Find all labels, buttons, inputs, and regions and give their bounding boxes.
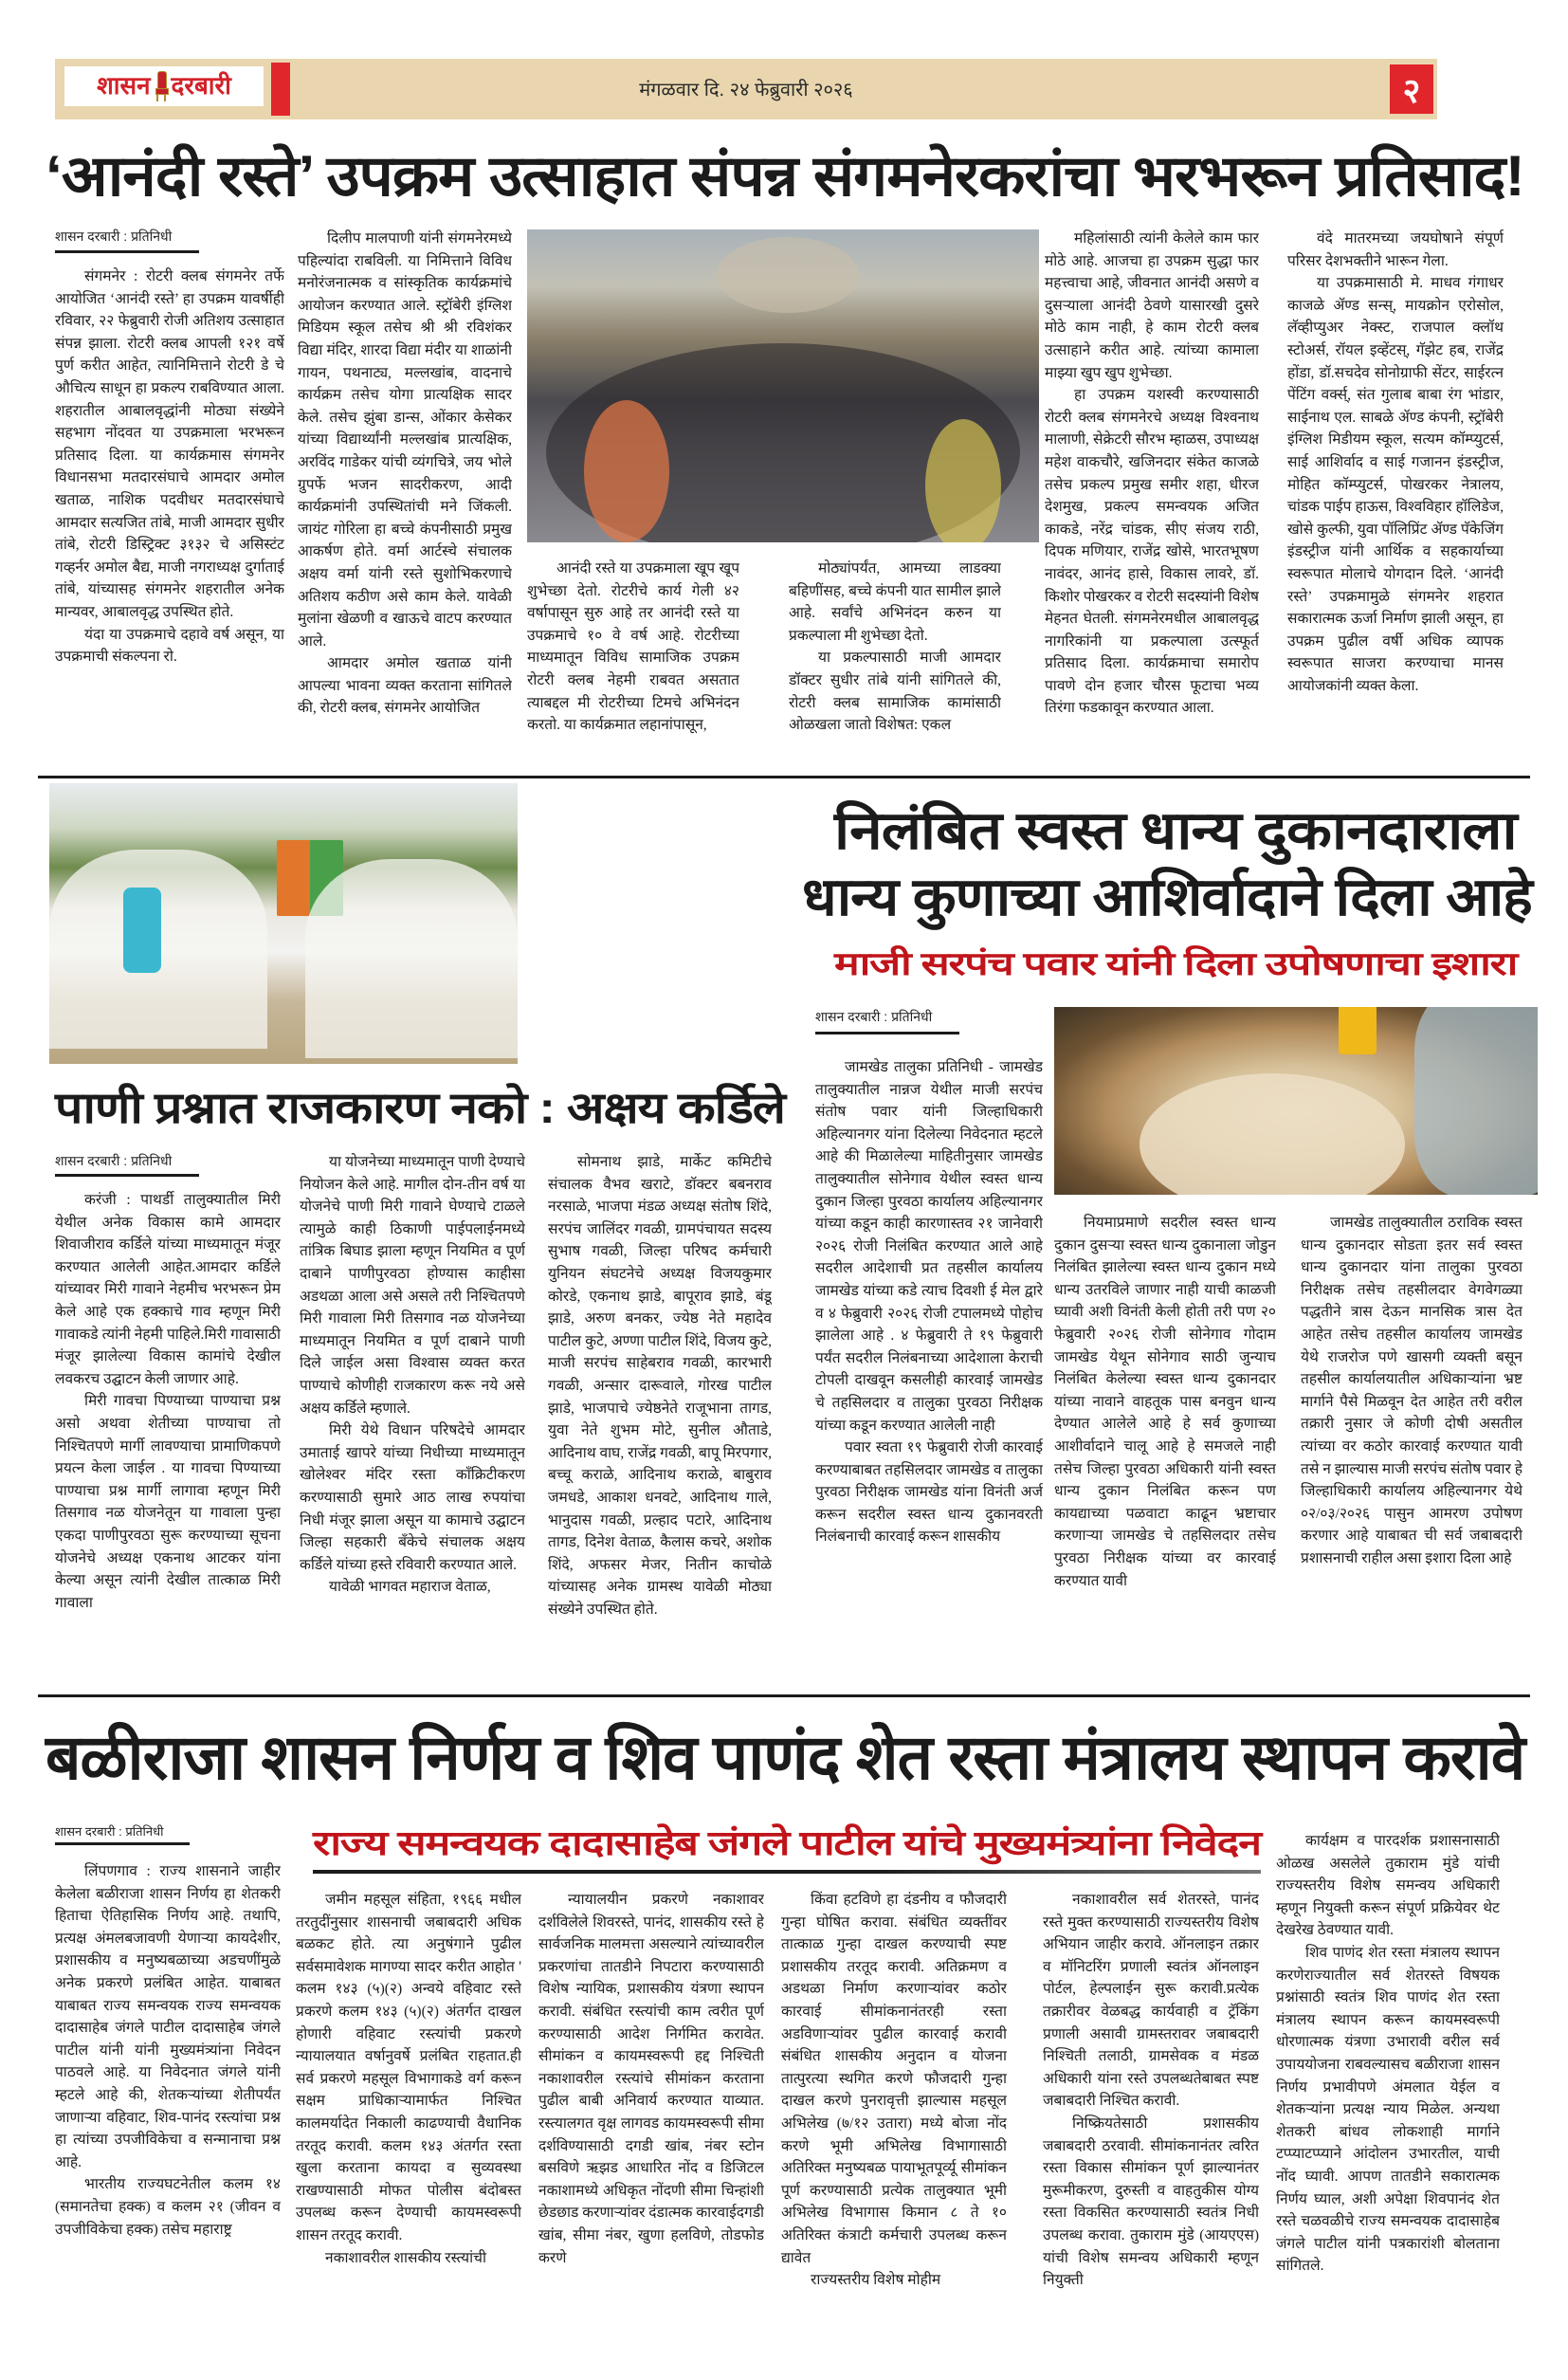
section-divider [38, 1694, 1530, 1697]
paragraph: राज्यस्तरीय विशेष मोहीम [811, 2272, 941, 2289]
article4-column-4 [781, 1889, 1007, 2325]
paragraph: करंजी : पाथर्डी तालुक्यातील मिरी येथील अनेक विकास कामे आमदार शिवाजीराव कर्डिले यांच्या माध्यमातून मंजूर करण्यात आलेली आहेत.आमदार कर्डिले यांच्यावर मिरी गावाने नेहमीच भरभरून प्रेम केले आहे एक हक्काचे गाव म्हणून मिरी गावाकडे त्यांनी नेहमी पाहिले.मिरी गावासाठी मंजूर झालेल्या विकास कामांचे देखील लवकरच उद्घाटन केली जाणार आहे. [55, 1192, 281, 1387]
article4-column-3 [538, 1889, 764, 2325]
article3-grain-photo [1054, 1007, 1538, 1195]
paragraph: या योजनेच्या माध्यमातून पाणी देण्याचे नियोजन केले आहे. मागील दोन-तीन वर्ष या योजनेचे पाणी मिरी गावाने घेण्याचे टाळले त्यामुळे काही ठिकाणी पाईपलाईनमध्ये तांत्रिक बिघाड झाला म्हणून नियमित व पूर्ण दाबाने पाणीपुरवठा होण्यास काहीसा अडथळा आला असे असले तरी निश्चितपणे मिरी गावाला मिरी तिसगाव नळ योजनेच्या माध्यमातून नियमित व पूर्ण दाबाने पाणी दिले जाईल असा विश्वास व्यक्त करत पाण्याचे कोणीही राजकारण करू नये असे अक्षय कर्डिले म्हणाले. [300, 1154, 525, 1417]
article2-column-3 [548, 1151, 772, 1687]
paragraph: शिव पाणंद शेत रस्ता मंत्रालय स्थापन करणेराज्यातील सर्व शेतरस्ते विषयक प्रश्नांसाठी स्वतंत्र शिव पाणंद शेत रस्ता मंत्रालय स्थापन करून कायमस्वरूपी धोरणात्मक यंत्रणा उभारावी वरील सर्व उपाययोजना राबवल्यासच बळीराजा शासन निर्णय प्रभावीपणे अंमलात येईल व शेतकऱ्यांना प्रत्यक्ष न्याय मिळेल. अन्यथा शेतकरी बांधव लोकशाही मार्गाने टप्प्याटप्प्याने आंदोलन उभारतील, याची नोंद घ्यावी. आपण तातडीने सकारात्मक निर्णय घ्याल, अशी अपेक्षा शिवपानंद शेत रस्ते चळवळीचे राज्य समन्वयक दादासाहेब जंगले पाटील यांनी पत्रकारांशी बोलताना सांगितले. [1276, 1944, 1500, 2275]
article1-byline: शासन दरबारी : प्रतिनिधी [55, 229, 173, 244]
paragraph: आमदार अमोल खताळ यांनी आपल्या भावना व्यक्त करताना सांगितले की, रोटरी क्लब, संगमनेर आयोजित [298, 655, 512, 717]
paragraph: नकाशावरील शासकीय रस्त्यांची [325, 2249, 486, 2266]
article1-column-2 [298, 228, 512, 768]
article1-crowd-photo [527, 229, 1039, 542]
paragraph: जामखेड तालुक्यातील ठराविक स्वस्त धान्य दुकानदार सोडता इतर सर्व स्वस्त धान्य दुकानदार यांना तालुका पुरवठा निरीक्षक तसेच तहसीलदार वेगवेगळ्या पद्धतीने त्रास देऊन मानसिक त्रास देत आहेत तसेच तहसील कार्यालय जामखेड येथे राजरोज पणे खासगी व्यक्ती बसून तहसील कार्यालयातील अधिकाऱ्यांना भ्रष्ट मार्गाने पैसे मिळवून देत आहेत तरी वरील तक्रारी नुसार जे कोणी दोषी असतील त्यांच्या वर कठोर कारवाई करण्यात यावी तसे न झाल्यास माजी सरपंच संतोष पवार हे जिल्हाधिकारी कार्यालय अहिल्यानगर येथे ०२/०३/२०२६ पासुन आमरण उपोषण करणार आहे याबाबत ची सर्व जबाबदारी प्रशासनाची राहील असा इशारा दिला आहे [1301, 1215, 1522, 1566]
page-number: २ [1390, 64, 1433, 114]
paragraph: जामखेड तालुका प्रतिनिधी - जामखेड तालुक्यातील नान्नज येथील माजी सरपंच संतोष पवार यांनी जिल्हाधिकारी अहिल्यानगर यांना दिलेल्या निवेदनात म्हटले आहे की मिळालेल्या माहितीनुसार जामखेड तालुक्यातील सोनेगाव येथील स्वस्त धान्य दुकान जिल्हा पुरवठा कार्यालय अहिल्यानगर यांच्या कडून काही कारणास्तव २१ जानेवारी २०२६ रोजी निलंबित करण्यात आले आहे सदरील आदेशाची प्रत तहसील कार्यालय जामखेड यांच्या कडे त्याच दिवशी ई मेल द्वारे व ४ फेब्रुवारी २०२६ रोजी टपालमध्ये पोहोच झालेला आहे . ४ फेब्रुवारी ते १९ फेब्रुवारी पर्यंत सदरील निलंबनाच्या आदेशाला केराची टोपली दाखवून कसलीही कारवाई जामखेड चे तहसिलदार व तालुका पुरवठा निरीक्षक यांच्या कडून करण्यात आलेली नाही [815, 1059, 1043, 1434]
subheadline-rule [313, 1870, 1261, 1874]
article1-column-5 [1045, 228, 1259, 768]
paragraph: यावेळी भागवत महाराज वेताळ, [329, 1579, 491, 1596]
article3-subheadline: माजी सरपंच पवार यांनी दिला उपोषणाचा इशारा [834, 946, 1518, 982]
article2-column-2 [300, 1151, 525, 1687]
issue-date: मंगळवार दि. २४ फेब्रुवारी २०२६ [639, 80, 853, 101]
paragraph: हा उपक्रम यशस्वी करण्यासाठी रोटरी क्लब संगमनेरचे अध्यक्ष विश्वनाथ मालाणी, सेक्रेटरी सौरभ म्हाळस, उपाध्यक्ष महेश वाकचौरे, खजिनदार संकेत काजळे तसेच प्रकल्प प्रमुख समीर शहा, धीरज देशमुख, प्रकल्प समन्वयक अजित काकडे, नरेंद्र चांडक, सीए संजय राठी, दिपक मणियार, राजेंद्र खोसे, भारतभूषण नावंदर, आनंद हासे, विकास लावरे, डॉ. किशोर पोखरकर व रोटरी सदस्यांनी विशेष मेहनत घेतली. संगमनेरमधील आबालवृद्ध नागरिकांनी या प्रकल्पाला उत्स्फूर्त प्रतिसाद दिला. कार्यक्रमाचा समारोप पावणे दोन हजार चौरस फूटाचा भव्य तिरंगा फडकावून करण्यात आला. [1045, 387, 1259, 717]
paragraph: या उपक्रमासाठी मे. माधव गंगाधर काजळे ॲण्ड सन्स्, मायक्रोन एरोसोल, लॅव्हीप्युअर नेक्स्ट, राजपाल क्लॉथ स्टोअर्स, रॉयल इव्हेंटस्, गॅझेट हब, राजेंद्र होंडा, डॉ.सचदेव सोनोग्राफी सेंटर, साईरत्न पेंटिंग वर्क्स्, संत गुलाब बाबा रंग भांडार, साईनाथ एल. साबळे ॲण्ड कंपनी, स्ट्रॉबेरी इंग्लिश मिडीयम स्कूल, सत्यम कॉम्प्युटर्स, साई आशिर्वाद व साई गजानन इंडस्ट्रीज, मोहित कॉम्प्युटर्स, पोखरकर नेत्रालय, चांडक पाईप हाऊस, विश्वविहार हॉलिडेज, खोसे कुल्फी, युवा पॉलिप्रिंट ॲण्ड पॅकेजिंग इंडस्ट्रीज यांनी आर्थिक व सहकार्याच्या स्वरूपात मोलाचे योगदान दिले. ‘आनंदी रस्ते’ उपक्रमामुळे संगमनेर शहरात सकारात्मक ऊर्जा निर्माण झाली असून, हा उपक्रम पुढील वर्षी अधिक व्यापक स्वरूपात साजरा करण्याचा मानस आयोजकांनी व्यक्त केला. [1287, 275, 1504, 694]
paragraph: सोमनाथ झाडे, मार्केट कमिटीचे संचालक वैभव खराटे, डॉक्टर बबनराव नरसाळे, भाजपा मंडळ अध्यक्ष संतोष शिंदे, सरपंच जालिंदर गवळी, ग्रामपंचायत सदस्य सुभाष गवळी, जिल्हा परिषद कर्मचारी युनियन संघटनेचे अध्यक्ष विजयकुमार कोरडे, एकनाथ झाडे, बापूराव झाडे, बंडू झाडे, अरुण बनकर, ज्येष्ठ नेते महादेव पाटील कुटे, अण्णा पाटील शिंदे, विजय कुटे, माजी सरपंच साहेबराव गवळी, कारभारी गवळी, अन्सार दारूवाले, गोरख पाटील झाडे, भाजपाचे ज्येष्ठनेते राजूभाना तागड, युवा नेते शुभम मोटे, सुनील औताडे, आदिनाथ वाघ, राजेंद्र गवळी, बापू मिरपगार, बच्चू कराळे, आदिनाथ कराळे, बाबुराव जमधडे, आकाश धनवटे, आदिनाथ गाले, भानुदास गवळी, प्रल्हाद पटारे, आदिनाथ तागड, दिनेश वेताळ, कैलास कचरे, अशोक शिंदे, अफसर मेजर, नितीन काचोळे यांच्यासह अनेक ग्रामस्थ यावेळी मोठ्या संख्येने उपस्थित होते. [548, 1154, 772, 1618]
article3-headline-line1: निलंबित स्वस्त धान्य दुकानदाराला [834, 800, 1517, 860]
article4-column-2 [296, 1889, 521, 2325]
paragraph: निष्क्रियतेसाठी प्रशासकीय जबाबदारी ठरवावी. सीमांकनानंतर त्वरित रस्ता विकास सीमांकन पूर्ण झाल्यानंतर मुरूमीकरण, दुरुस्ती व वाहतुकीस योग्य रस्ता विकसित करण्यासाठी स्वतंत्र निधी उपलब्ध करावा. तुकाराम मुंडे (आयएएस) यांची विशेष समन्वय अधिकारी म्हणून नियुक्ती [1043, 2115, 1259, 2289]
article4-column-6 [1276, 1830, 1500, 2325]
paragraph: जमीन महसूल संहिता, १९६६ मधील तरतुदींनुसार शासनाची जबाबदारी अधिक बळकट होते. त्या अनुषंगाने पुढील सर्वसमावेशक मागण्या सादर करीत आहोत ' कलम १४३ (५)(२) अन्वये वहिवाट रस्ते प्रकरणे कलम १४३ (५)(२) अंतर्गत दाखल होणारी वहिवाट रस्त्यांची प्रकरणे न्यायालयात वर्षानुवर्षे प्रलंबित राहतात.ही सर्व प्रकरणे महसूल विभागाकडे वर्ग करून सक्षम प्राधिकाऱ्यामार्फत निश्चित कालमर्यादेत निकाली काढण्याची वैधानिक तरतूद करावी. कलम १४३ अंतर्गत रस्ता खुला करताना कायदा व सुव्यवस्था राखण्यासाठी मोफत पोलीस बंदोबस्त उपलब्ध करून देण्याची कायमस्वरूपी शासन तरतूद करावी. [296, 1892, 521, 2243]
paragraph: संगमनेर : रोटरी क्लब संगमनेर तर्फे आयोजित ‘आनंदी रस्ते’ हा उपक्रम यावर्षीही रविवार, २२ फेब्रुवारी रोजी अतिशय उत्साहात संपन्न झाला. रोटरी क्लब आपली १२१ वर्षे पुर्ण करीत आहेत, त्यानिमित्ताने रोटरी डे चे औचित्य साधून हा प्रकल्प राबविण्यात आला. शहरातील आबालवृद्धांनी मोठ्या संख्येने सहभाग नोंदवत या उपक्रमाला भरभरून प्रतिसाद दिला. या कार्यक्रमास संगमनेर विधानसभा मतदारसंघाचे आमदार अमोल खताळ, नाशिक पदवीधर मतदारसंघाचे आमदार सत्यजित तांबे, माजी आमदार सुधीर तांबे, रोटरी डिस्ट्रिक्ट ३१३२ चे असिस्टंट गव्हर्नर अमोल बैद्य, माजी नगराध्यक्ष दुर्गाताई तांबे, यांच्यासह संगमनेर शहरातील अनेक मान्यवर, आबालवृद्ध उपस्थित होते. [55, 268, 284, 620]
paragraph: आनंदी रस्ते या उपक्रमाला खूप खूप शुभेच्छा देतो. रोटरीचे कार्य गेली ४२ वर्षापासून सुरु आहे तर आनंदी रस्ते या उपक्रमाचे १० वे वर्ष आहे. रोटरीच्या माध्यमातून विविध सामाजिक उपक्रम रोटरी क्लब नेहमी राबवत असतात त्याबद्दल मी रोटरीच्या टिमचे अभिनंदन करतो. या कार्यक्रमात लहानांपासून, [527, 560, 739, 734]
paragraph: वंदे मातरमच्या जयघोषाने संपूर्ण परिसर देशभक्तीने भारून गेला. [1287, 230, 1504, 269]
paragraph: नकाशावरील सर्व शेतरस्ते, पानंद रस्ते मुक्त करण्यासाठी राज्यस्तरीय विशेष अभियान जाहीर करावे. ऑनलाइन तक्रार व मॉनिटरिंग प्रणाली स्वतंत्र ऑनलाइन पोर्टल, हेल्पलाईन सुरू करावी.प्रत्येक तक्रारीवर वेळबद्ध कार्यवाही व ट्रॅकिंग प्रणाली असावी ग्रामस्तरावर जबाबदारी निश्चिती तलाठी, ग्रामसेवक व मंडळ अधिकारी यांना रस्ते उपलब्धतेबाबत स्पष्ट जबाबदारी निश्चित करावी. [1043, 1892, 1259, 2110]
article4-byline: शासन दरबारी : प्रतिनिधी [55, 1824, 164, 1839]
article2-group-photo [49, 783, 518, 1064]
article4-subheadline: राज्य समन्वयक दादासाहेब जंगले पाटील यांचे मुख्यमंत्र्यांना निवेदन [313, 1823, 1261, 1862]
paragraph: या प्रकल्पासाठी माजी आमदार डॉक्टर सुधीर तांबे यांनी सांगितले की, रोटरी क्लब सामाजिक कामांसाठी ओळखला जातो विशेषत: एकल [789, 650, 1001, 734]
paragraph: मिरी गावचा पिण्याच्या पाण्याचा प्रश्न असो अथवा शेतीच्या पाण्याचा तो निश्चितपणे मार्गी लावण्याचा प्रामाणिकपणे प्रयत्न केला जाईल . या गावचा पिण्याच्या पाण्याचा प्रश्न मार्गी लागावा म्हणून मिरी तिसगाव नळ योजनेतून या गावाला पुन्हा एकदा पाणीपुरवठा सुरू करण्याच्या सूचना योजनेचे अध्यक्ष एकनाथ आटकर यांना केल्या असून त्यांनी देखील तात्काळ मिरी गावाला [55, 1393, 281, 1611]
paragraph: किंवा हटविणे हा दंडनीय व फौजदारी गुन्हा घोषित करावा. संबंधित व्यक्तींवर तात्काळ गुन्हा दाखल करण्याची स्पष्ट प्रशासकीय तरतूद करावी. अतिक्रमण व अडथळा निर्माण करणाऱ्यांवर कठोर कारवाई सीमांकनानंतरही रस्ता अडविणाऱ्यांवर पुढील कारवाई करावी संबंधित शासकीय अनुदान व योजना तात्पुरत्या स्थगित करणे फौजदारी गुन्हा दाखल करणे पुनरावृत्ती झाल्यास महसूल अभिलेख (७/१२ उतारा) मध्ये बोजा नोंद करणे भूमी अभिलेख विभागासाठी अतिरिक्त मनुष्यबळ पायाभूतपूर्व्यू सीमांकन पूर्ण करण्यासाठी प्रत्येक तालुक्यात भूमी अभिलेख विभागास किमान ८ ते १० अतिरिक्त कंत्राटी कर्मचारी उपलब्ध करून द्यावेत [781, 1892, 1007, 2266]
paragraph: दिलीप मालपाणी यांनी संगमनेरमध्ये पहिल्यांदा राबविली. या निमित्ताने विविध मनोरंजनात्मक व सांस्कृतिक कार्यक्रमांचे आयोजन करण्यात आले. स्ट्रॉबेरी इंग्लिश मिडियम स्कूल तसेच श्री श्री रविशंकर विद्या मंदिर, शारदा विद्या मंदीर या शाळांनी गायन, पथनाट्य, मल्लखांब, वादनाचे कार्यक्रम तसेच योगा प्रात्यक्षिक सादर केले. तसेच झुंबा डान्स, ओंकार केसेकर यांच्या विद्यार्थ्यांनी मल्लखांब प्रात्यक्षिक, अरविंद गाडेकर यांची व्यंगचित्रे, जय भोले ग्रुपर्फे भजन सादरीकरण, आदी कार्यक्रमांनी उपस्थितांची मने जिंकली. जायंट गोरिला हा बच्चे कंपनीसाठी प्रमुख आकर्षण होते. वर्मा आर्टस्चे संचालक अक्षय वर्मा यांनी रस्ते सुशोभिकरणाचे अतिशय कठीण असे काम केले. यावेळी मुलांना खेळणी व खाऊचे वाटप करण्यात आले. [298, 230, 512, 650]
article4-headline: बळीराजा शासन निर्णय व शिव पाणंद शेत रस्ता मंत्रालय स्थापन करावे [46, 1722, 1525, 1792]
byline-rule [815, 1032, 959, 1034]
article1-column-4 [789, 558, 1001, 768]
byline-rule [55, 250, 199, 253]
article3-headline-line2: धान्य कुणाच्या आशिर्वादाने दिला आहे [802, 867, 1532, 926]
paragraph: न्यायालयीन प्रकरणे नकाशावर दर्शविलेले शिवरस्ते, पानंद, शासकीय रस्ते हे सार्वजनिक मालमत्ता असल्याने त्यांच्यावरील प्रकरणांचा तातडीने निपटारा करण्यासाठी विशेष न्यायिक, प्रशासकीय यंत्रणा स्थापन करावी. संबंधित रस्त्यांची काम त्वरीत पूर्ण करण्यासाठी आदेश निर्गमित करावेत. सीमांकन व कायमस्वरूपी हद्द निश्चिती नकाशावरील रस्त्यांचे सीमांकन करताना पुढील बाबी अनिवार्य करण्यात याव्यात. रस्त्यालगत वृक्ष लागवड कायमस्वरूपी सीमा दर्शविण्यासाठी दगडी खांब, नंबर स्टोन बसविणे ऋझड आधारित नोंद व डिजिटल नकाशामध्ये अधिकृत नोंदणी सीमा चिन्हांशी छेडछाड करणाऱ्यांवर दंडात्मक कारवाईदगडी खांब, सीमा नंबर, खुणा हलविणे, तोडफोड करणे [538, 1892, 764, 2266]
article3-column-2 [1054, 1212, 1276, 1687]
article1-headline: ‘आनंदी रस्ते’ उपक्रम उत्साहात संपन्न संगमनेरकरांचा भरभरून प्रतिसाद! [46, 144, 1524, 208]
paragraph: कार्यक्षम व पारदर्शक प्रशासनासाठी ओळख असलेले तुकाराम मुंडे यांची राज्यस्तरीय विशेष समन्वय अधिकारी म्हणून नियुक्ती करून संपूर्ण प्रक्रियेवर थेट देखरेख ठेवण्यात यावी. [1276, 1833, 1500, 1939]
article1-column-6 [1287, 228, 1504, 768]
paragraph: महिलांसाठी त्यांनी केलेले काम फार मोठे आहे. आजचा हा उपक्रम सुद्धा फार महत्त्वाचा आहे, जीवनात आनंदी असणे व दुसऱ्याला आनंदी ठेवणे यासारखी दुसरे मोठे काम नाही, हे काम रोटरी क्लब उत्साहाने करीत आहे. त्यांच्या कामाला माझ्या खुप खुप शुभेच्छा. [1045, 230, 1259, 381]
paragraph: लिंपणगाव : राज्य शासनाने जाहीर केलेला बळीराजा शासन निर्णय हा शेतकरी हिताचा ऐतिहासिक निर्णय आहे. तथापि, प्रत्यक्ष अंमलबजावणी येणाऱ्या कायदेशीर, प्रशासकीय व मनुष्यबळाच्या अडचणींमुळे अनेक प्रकरणे प्रलंबित आहेत. याबाबत याबाबत राज्य समन्वयक राज्य समन्वयक दादासाहेब जंगले पाटील दादासाहेब जंगले पाटील यांनी यांनी मुख्यमंत्र्यांना निवेदन पाठवले आहे. या निवेदनात जंगले यांनी म्हटले आहे की, शेतकऱ्यांच्या शेतीपर्यंत जाणाऱ्या वहिवाट, शिव-पानंद रस्त्यांचा प्रश्न हा त्यांच्या उपजीविकेचा व सन्मानाचा प्रश्न आहे. [55, 1863, 281, 2170]
article3-column-3 [1301, 1212, 1522, 1687]
article2-headline: पाणी प्रश्नात राजकारण नको : अक्षय कर्डिले [55, 1083, 785, 1132]
paragraph: नियमाप्रमाणे सदरील स्वस्त धान्य दुकान दुसऱ्या स्वस्त धान्य दुकानाला जोडुन निलंबित झालेल्या स्वस्त धान्य दुकान मध्ये धान्य उतरविले जाणार नाही याची काळजी घ्यावी अशी विनंती केली होती तरी पण २० फेब्रुवारी २०२६ रोजी सोनेगाव गोदाम जामखेड येथून सोनेगाव साठी जुन्याच निलंबित केलेल्या स्वस्त धान्य दुकानदार यांच्या नावाने वाहतूक पास बनवुन धान्य देण्यात आलेले आहे हे सर्व कुणाच्या आशीर्वादाने चालू आहे हे समजले नाही तसेच जिल्हा पुरवठा अधिकारी यांनी स्वस्त धान्य दुकान निलंबित करून पण कायद्याच्या पळवाटा काढून भ्रष्टाचार करणाऱ्या जामखेड चे तहसिलदार तसेच पुरवठा निरीक्षक यांच्या वर कारवाई करण्यात यावी [1054, 1215, 1276, 1589]
logo-text-right: दरबारी [171, 72, 231, 101]
section-divider [38, 776, 1530, 778]
logo-text-left: शासन [97, 72, 151, 101]
paragraph: भारतीय राज्यघटनेतील कलम १४ (समानतेचा हक्क) व कलम २१ (जीवन व उपजीविकेचा हक्क) तसेच महाराष्ट्र [55, 2176, 281, 2238]
masthead [55, 59, 1437, 119]
article1-column-3 [527, 558, 739, 768]
article4-column-5 [1043, 1889, 1259, 2325]
article3-column-1 [815, 1056, 1043, 1687]
article2-byline: शासन दरबारी : प्रतिनिधी [55, 1153, 173, 1168]
article4-column-1 [55, 1860, 281, 2325]
article2-column-1 [55, 1189, 281, 1687]
article1-column-1 [55, 265, 284, 768]
paragraph: यंदा या उपक्रमाचे दहावे वर्ष असून, या उपक्रमाची संकल्पना रो. [55, 626, 284, 666]
paragraph: मिरी येथे विधान परिषदेचे आमदार उमाताई खापरे यांच्या निधीच्या माध्यमातून खोलेश्वर मंदिर रस्ता काँक्रिटीकरण करण्यासाठी सुमारे आठ लाख रुपयांचा निधी मंजूर झाला असून या कामाचे उद्घाटन जिल्हा सहकारी बँकेचे संचालक अक्षय कर्डिले यांच्या हस्ते रविवारी करण्यात आले. [300, 1422, 525, 1573]
article3-byline: शासन दरबारी : प्रतिनिधी [815, 1009, 933, 1024]
paragraph: मोठ्यांपर्यंत, आमच्या लाडक्या बहिणींसह, बच्चे कंपनी यात सामील झाले आहे. सर्वांचे अभिनंदन करुन या प्रकल्पाला मी शुभेच्छा देतो. [789, 560, 1001, 644]
paragraph: पवार स्वता १९ फेब्रुवारी रोजी कारवाई करण्याबाबत तहसिलदार जामखेड व तालुका पुरवठा निरीक्षक जामखेड यांना विनंती अर्ज करून सदरील स्वस्त धान्य दुकानवरती निलंबनाची कारवाई करून शासकीय [815, 1439, 1043, 1546]
byline-rule [55, 1174, 199, 1177]
byline-rule [55, 1842, 190, 1845]
